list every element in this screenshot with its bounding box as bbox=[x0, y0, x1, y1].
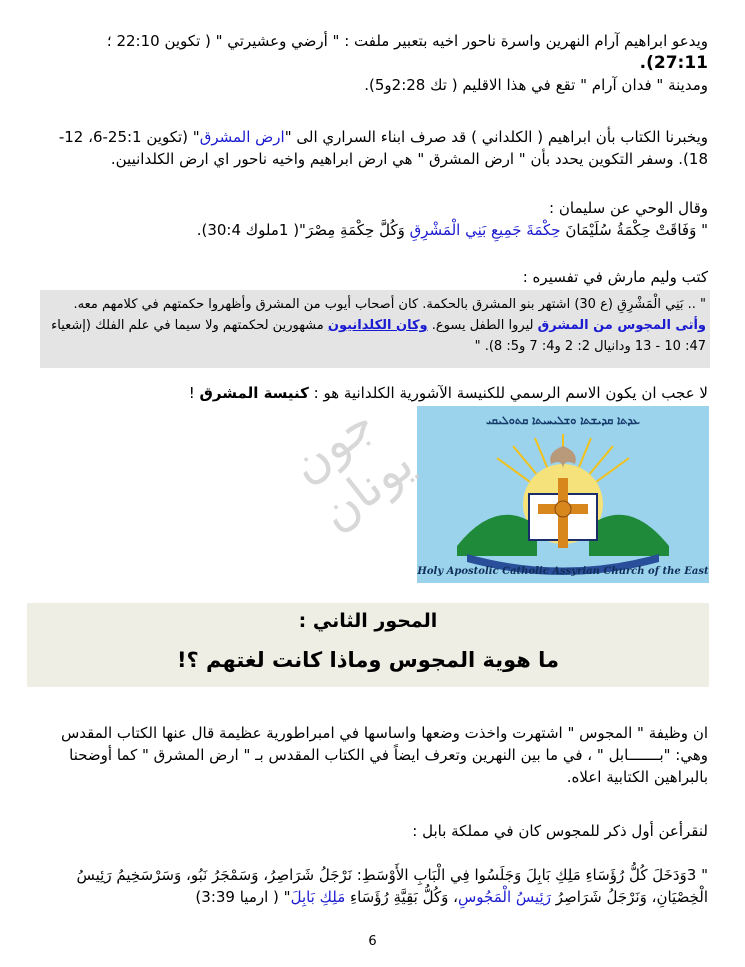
highlight-sons-of-east: حِكْمَةَ جَمِيعِ بَنِي الْمَشْرِقِ bbox=[409, 221, 561, 239]
highlight-magi-from-east: وأتى المجوس من المشرق bbox=[537, 318, 706, 333]
paragraph-magi-office: ان وظيفة " المجوس " اشتهرت واخذت وضعها واساسها في امبراطورية عظيمة قال عنها الكتاب المقدس وهي: "بـــــــابل " ، في ما بين النهرين وتعرف ايضاً في الكتاب المقدس بـ " ارض المشرق " كما أوضحنا بالبراهين الكتابية اعلاه. bbox=[60, 724, 708, 786]
church-logo-image bbox=[417, 406, 709, 583]
quote-text bbox=[40, 294, 706, 357]
paragraph-first-mention: لنقرأعن أول ذكر للمجوس كان في مملكة بابل : bbox=[412, 822, 708, 840]
text-segment: مشهورين لحكمتهم ولا سيما في علم الفلك (إشعياء 47: 10 - 13 ودانيال 2: 2 و4: 7 و5: 8). " bbox=[51, 318, 706, 354]
text-segment: ، وَكُلُّ بَقِيَّةِ رُؤَسَاءِ bbox=[345, 888, 458, 906]
paragraph-aram-line3: ومدينة " فدان آرام " تقع في هذا الاقليم ( تك 2:28و5). bbox=[364, 76, 708, 94]
text-segment: " .. بَنِي الْمَشْرِقِ (ع 30) اشتهر بنو المشرق بالحكمة. كان أصحاب أيوب من المشرق وأظهروا حكمتهم في كلامهم معه. bbox=[73, 297, 706, 312]
paragraph-solomon bbox=[40, 197, 708, 241]
watermark-text: جون يونان bbox=[279, 395, 424, 543]
church-of-east-name: كنيسة المشرق bbox=[199, 384, 309, 402]
paragraph-east-land bbox=[40, 126, 708, 170]
text-segment: " 3وَدَخَلَ كُلُّ رُؤَسَاءِ مَلِكِ بَابِلَ وَجَلَسُوا فِي الْبَابِ الأَوْسَطِ: نَرْجَلُ شَرَاصِرُ، وَسَمْجَرُ نَبُو، وَسَرْسَخِيمُ رَئِيسُ الْخِصْيَانِ، وَنَرْجَلُ شَرَاصِرُ bbox=[76, 866, 708, 906]
text-segment: لا عجب ان يكون الاسم الرسمي للكنيسة الآشورية الكلدانية هو : bbox=[308, 384, 708, 402]
paragraph-jeremiah-quote bbox=[40, 864, 708, 908]
text-segment: وَكُلَّ حِكْمَةِ مِصْرَ"( 1ملوك 30:4). bbox=[196, 221, 410, 239]
text-segment: " (تكوين 25:1-6، 12-18). وسفر التكوين يحدد بأن " ارض المشرق " هي ارض ابراهيم واخيه ناحور اي ارض الكلدانيين. bbox=[58, 128, 708, 168]
page-number: 6 bbox=[368, 934, 377, 949]
paragraph-aram bbox=[40, 30, 708, 96]
text-segment: ويخبرنا الكتاب بأن ابراهيم ( الكلداني ) قد صرف ابناء السراري الى " bbox=[284, 128, 708, 146]
solomon-intro: وقال الوحي عن سليمان : bbox=[549, 199, 708, 217]
text-segment: ليروا الطفل يسوع. bbox=[427, 318, 538, 333]
section-title: المحور الثاني : bbox=[298, 610, 438, 632]
paragraph-william-marsh: كتب وليم مارش في تفسيره : bbox=[522, 268, 708, 286]
highlight-east-land: ارض المشرق bbox=[199, 128, 285, 146]
paragraph-aram-line1: ويدعو ابراهيم آرام النهرين واسرة ناحور اخيه بتعبير ملفت : " أرضي وعشيرتي " ( تكوين 22:10 ؛ bbox=[106, 32, 708, 50]
logo-caption: Holy Apostolic Catholic Assyrian Church of the East bbox=[417, 566, 709, 577]
text-segment: ! bbox=[188, 384, 200, 402]
church-emblem-icon bbox=[417, 406, 709, 583]
highlight-king-babylon: مَلِكِ بَابِلَ bbox=[290, 888, 346, 906]
text-segment: " ( ارميا 3:39) bbox=[195, 888, 291, 906]
highlight-chaldeans: وكان الكلدانيون bbox=[327, 318, 428, 333]
logo-syriac-text: ܥܕܬܐ ܩܕܝܫܬܐ ܘܫܠܝܚܝܬܐ ܩܬܘܠܝܩܝ bbox=[486, 414, 640, 427]
paragraph-aram-line2: 27:11). bbox=[639, 53, 708, 73]
text-segment: " وَفَاقَتْ حِكْمَةُ سُلَيْمَانَ bbox=[560, 221, 708, 239]
section-subtitle: ما هوية المجوس وماذا كانت لغتهم ؟! bbox=[176, 648, 560, 672]
highlight-chief-magi: رَئِيسُ الْمَجُوسِ bbox=[457, 888, 551, 906]
